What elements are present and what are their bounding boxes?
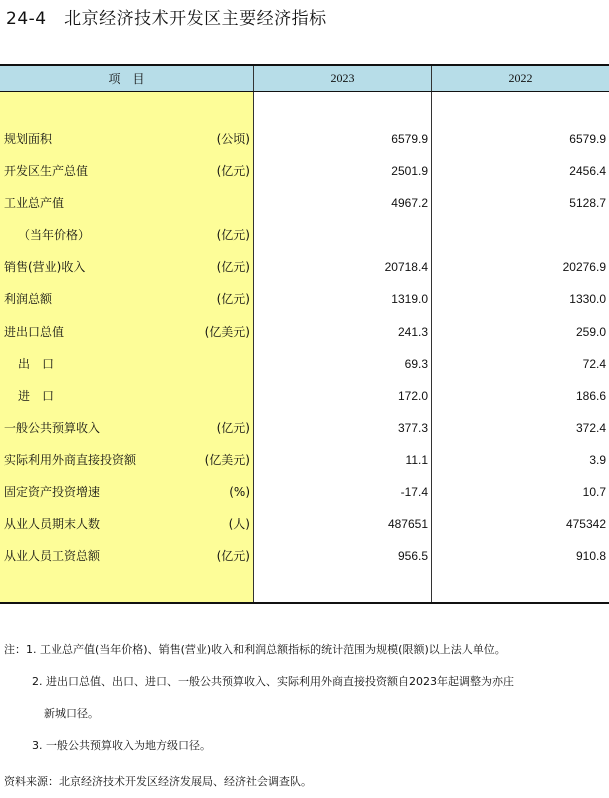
value-2022: 186.6 — [575, 388, 606, 403]
row-label: 开发区生产总值 — [4, 164, 89, 179]
value-2022: 372.4 — [575, 420, 606, 435]
value-2022: 259.0 — [575, 324, 606, 339]
value-2022: 1330.0 — [569, 292, 606, 307]
table-row — [0, 251, 609, 283]
table-row — [0, 444, 609, 476]
page-title: 24-4 北京经济技术开发区主要经济指标 — [6, 9, 327, 29]
table-row — [0, 380, 609, 412]
row-unit: (亿元) — [216, 228, 250, 243]
row-label: 销售(营业)收入 — [4, 260, 86, 275]
header-2022: 2022 — [431, 66, 609, 91]
indicator-table — [0, 64, 609, 604]
row-unit: (亿美元) — [204, 452, 250, 467]
row-unit: (亿元) — [216, 420, 250, 435]
row-label: 固定资产投资增速 — [4, 485, 101, 500]
value-2023: 20718.4 — [384, 260, 428, 275]
row-label: 规划面积 — [4, 132, 53, 146]
value-2023: -17.4 — [400, 485, 428, 500]
value-2022: 20276.9 — [562, 260, 606, 275]
table-row — [0, 348, 609, 380]
value-2022: 5128.7 — [569, 196, 606, 211]
table-row — [0, 219, 609, 251]
value-2022: 910.8 — [575, 549, 606, 564]
row-unit: (公顷) — [216, 132, 250, 146]
table-row — [0, 412, 609, 444]
row-label: 从业人员期末人数 — [4, 517, 101, 532]
value-2023: 172.0 — [397, 388, 428, 403]
table-row — [0, 476, 609, 508]
value-2023: 11.1 — [405, 452, 428, 467]
row-label: 进出口总值 — [4, 324, 65, 339]
header-item: 项 目 — [108, 72, 145, 86]
row-unit: (亿元) — [216, 292, 250, 307]
table-row — [0, 123, 609, 155]
row-label: 工业总产值 — [4, 196, 65, 211]
row-label: 进 口 — [18, 388, 55, 403]
value-2023: 4967.2 — [391, 196, 428, 211]
value-2023: 241.3 — [397, 324, 428, 339]
row-unit: (亿元) — [216, 549, 250, 564]
row-label: （当年价格） — [18, 228, 91, 243]
row-unit: (人) — [228, 517, 250, 532]
note-2-continued: 新城口径。 — [44, 707, 99, 720]
value-2022: 2456.4 — [569, 164, 606, 179]
row-label: 一般公共预算收入 — [4, 420, 101, 435]
row-unit: (亿元) — [216, 260, 250, 275]
table-bottom-rule — [0, 602, 609, 604]
note-2: 2. 进出口总值、出口、进口、一般公共预算收入、实际利用外商直接投资额自2023年起调整为亦庄 — [32, 675, 514, 688]
table-row — [0, 316, 609, 348]
value-2023: 6579.9 — [391, 132, 428, 146]
value-2023: 377.3 — [397, 420, 428, 435]
table-body — [0, 123, 609, 572]
row-label: 出 口 — [18, 356, 55, 371]
table-row — [0, 508, 609, 540]
value-2022: 72.4 — [582, 356, 606, 371]
header-2023: 2023 — [253, 66, 431, 91]
data-source: 资料来源：北京经济技术开发区经济发展局、经济社会调查队。 — [4, 775, 312, 788]
table-row — [0, 155, 609, 187]
value-2023: 956.5 — [397, 549, 428, 564]
table-row — [0, 283, 609, 315]
table-row — [0, 540, 609, 572]
value-2022: 10.7 — [582, 485, 606, 500]
value-2022: 475342 — [565, 517, 606, 532]
value-2023: 1319.0 — [391, 292, 428, 307]
row-unit: (%) — [229, 485, 250, 500]
table-row — [0, 187, 609, 219]
note-3: 3. 一般公共预算收入为地方级口径。 — [32, 739, 211, 752]
table-header — [0, 64, 609, 92]
value-2023: 2501.9 — [391, 164, 428, 179]
note-1: 注：1. 工业总产值(当年价格)、销售(营业)收入和利润总额指标的统计范围为规模(限额)以上法人单位。 — [4, 643, 506, 656]
value-2023: 69.3 — [404, 356, 428, 371]
row-label: 利润总额 — [4, 292, 53, 307]
value-2022: 6579.9 — [569, 132, 606, 146]
value-2023: 487651 — [387, 517, 428, 532]
row-unit: (亿美元) — [204, 324, 250, 339]
row-label: 实际利用外商直接投资额 — [4, 452, 137, 467]
row-label: 从业人员工资总额 — [4, 549, 101, 564]
row-unit: (亿元) — [216, 164, 250, 179]
value-2022: 3.9 — [589, 452, 606, 467]
